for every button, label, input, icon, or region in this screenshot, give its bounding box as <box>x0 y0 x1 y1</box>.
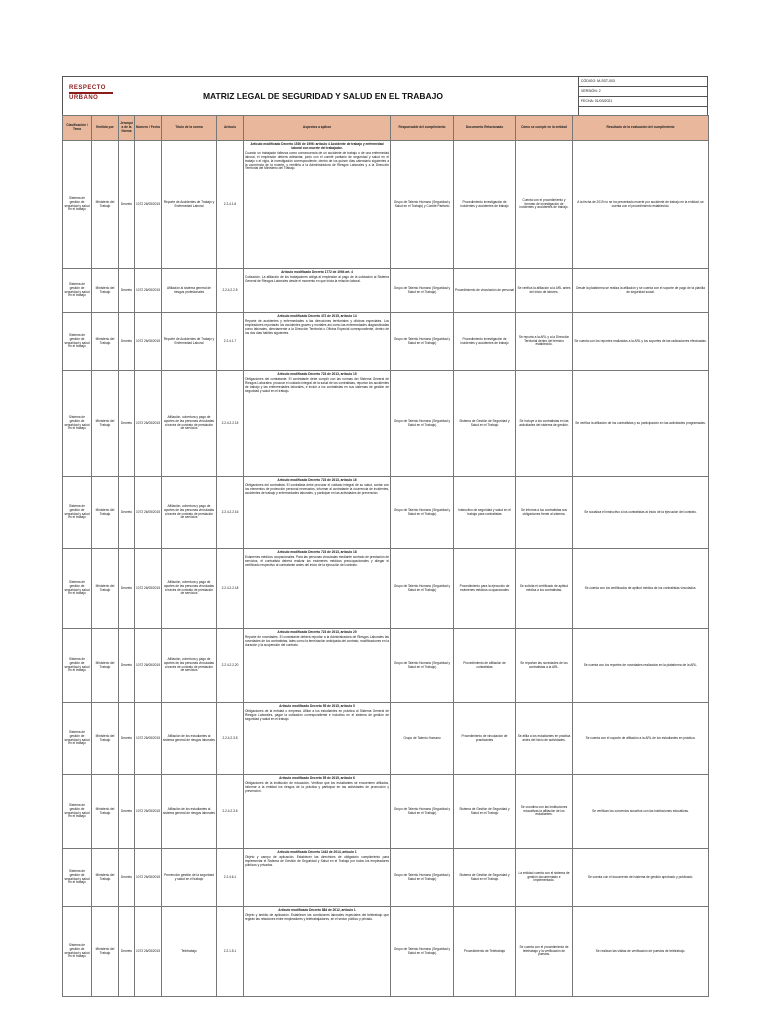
aspect-title: Artículo modificado Decreto 884 de 2012, artículo 1 <box>278 908 356 912</box>
cell-article: 2.2.4.2.2.5 <box>217 269 244 313</box>
cell-compliance: Se solicita el certificado de aptitud médica a los contratistas. <box>516 549 573 629</box>
cell-number: 1072 26/05/2015 <box>135 269 162 313</box>
aspect-text: Objeto y ámbito de aplicación. Establecer las condiciones laborales especiales del teletrabajo que regirán las relaciones entre empleadores y teletrabajadores, en el sector público y privado. <box>245 912 389 921</box>
cell-issuer: Ministerio del Trabajo <box>92 549 119 629</box>
cell-article: 2.2.4.2.2.16 <box>217 477 244 549</box>
cell-issuer: Ministerio del Trabajo <box>92 775 119 849</box>
aspect-text: Reporte de novedades. El contratante deberá reportar a la Administradora de Riesgos Laborales las novedades de los contratistas, tales como la terminación anticipada del contrato, modificaciones en la duración y la suspensión del contrato. <box>245 634 389 647</box>
table-body <box>63 141 709 997</box>
table-row <box>63 907 709 997</box>
cell-document: Procedimiento de vinculación de personal <box>454 269 516 313</box>
aspect-text: Reporte de accidentes y enfermedades a las direcciones territoriales y oficinas especiales. Los empleadores reportarán los accidentes graves y mortales así como las enfermedades diagnosticadas como laborales, directamente a la Dirección Territorial u Oficina Especial correspondiente, dentro de los dos días hábiles siguientes. <box>245 318 389 335</box>
cell-result: Se cuenta con los certificados de aptitud médica de los contratistas vinculados. <box>573 549 709 629</box>
cell-issuer: Ministerio del Trabajo <box>92 269 119 313</box>
cell-responsible: Grupo de Talento Humano (Seguridad y Salud en el Trabajo) y Comité Paritario <box>391 141 454 269</box>
cell-compliance: Cuenta con el procedimiento y formato de investigación de incidentes y accidentes de trabajo. <box>516 141 573 269</box>
cell-aspect <box>244 141 391 269</box>
cell-theme: Sistema de gestión de seguridad y salud en el trabajo <box>63 371 92 477</box>
cell-theme: Sistema de gestión de seguridad y salud en el trabajo <box>63 849 92 907</box>
aspect-title: Artículo modificado Decreto 1530 de 1996: artículo 4 Accidente de trabajo y enfermedad laboral con muerte del trabajador. <box>250 142 384 150</box>
doc-meta-empty <box>579 107 707 116</box>
cell-number: 1072 26/05/2015 <box>135 371 162 477</box>
cell-compliance: La entidad cuenta con el sistema de gestión documentado e implementado. <box>516 849 573 907</box>
cell-level: Decreto <box>119 371 135 477</box>
cell-title: Afiliación, cobertura y pago de aportes de las personas vinculadas a través de contrato de prestación de servicios <box>162 629 217 703</box>
cell-aspect <box>244 313 391 371</box>
cell-issuer: Ministerio del Trabajo <box>92 849 119 907</box>
doc-date: FECHA: 01/03/2021 <box>579 97 707 107</box>
cell-article: 2.2.4.1.7 <box>217 313 244 371</box>
cell-responsible: Grupo de Talento Humano (Seguridad y Salud en el Trabajo) <box>391 371 454 477</box>
table-row <box>63 371 709 477</box>
cell-issuer: Ministerio del Trabajo <box>92 907 119 997</box>
page-title: MATRIZ LEGAL DE SEGURIDAD Y SALUD EN EL TRABAJO <box>202 91 444 101</box>
cell-compliance: Se informa a los contratistas sus obligaciones frente al sistema. <box>516 477 573 549</box>
matrix-sheet <box>62 76 708 997</box>
column-header: Cómo se cumple en la entidad <box>516 116 573 141</box>
cell-theme: Sistema de gestión de seguridad y salud en el trabajo <box>63 313 92 371</box>
aspect-text: Obligaciones del contratante. El contratante debe cumplir con las normas del Sistema General de Riesgos Laborales: procurar el cuidado integral de la salud de los contratistas, reportar los accidentes de trabajo y las enfermedades laborales, e incluir a los contratistas en sus sistemas de gestión de seguridad y salud en el trabajo. <box>245 376 389 393</box>
company-logo <box>65 79 120 113</box>
aspect-title: Artículo modificado Decreto 55 de 2015, artículo 6 <box>279 776 355 780</box>
cell-responsible: Grupo de Talento Humano (Seguridad y Salud en el Trabajo) <box>391 775 454 849</box>
aspect-text: Obligaciones de la entidad o empresa. Afiliar a los estudiantes en práctica al Sistema General de Riesgos Laborales, pagar la cotización correspondiente e incluirlos en el sistema de gestión de seguridad y salud en el trabajo. <box>245 708 389 721</box>
column-header: Clasificación / Tema <box>63 116 92 141</box>
doc-version: VERSIÓN: 2 <box>579 87 707 97</box>
column-header: Documento Relacionado <box>454 116 516 141</box>
table-row <box>63 141 709 269</box>
table-row <box>63 775 709 849</box>
cell-level: Decreto <box>119 703 135 775</box>
document-meta <box>578 77 707 115</box>
cell-aspect <box>244 477 391 549</box>
cell-number: 1072 26/05/2015 <box>135 313 162 371</box>
cell-responsible: Grupo de Talento Humano (Seguridad y Salud en el Trabajo) <box>391 477 454 549</box>
cell-theme: Sistema de gestión de seguridad y salud en el trabajo <box>63 703 92 775</box>
cell-responsible: Grupo de Talento Humano <box>391 703 454 775</box>
cell-article: 2.2.4.2.2.20 <box>217 629 244 703</box>
cell-theme: Sistema de gestión de seguridad y salud en el trabajo <box>63 141 92 269</box>
cell-responsible: Grupo de Talento Humano (Seguridad y Salud en el Trabajo) <box>391 269 454 313</box>
cell-article: 2.2.4.2.2.15 <box>217 371 244 477</box>
table-row <box>63 477 709 549</box>
cell-responsible: Grupo de Talento Humano (Seguridad y Salud en el Trabajo) <box>391 849 454 907</box>
cell-aspect <box>244 629 391 703</box>
cell-aspect <box>244 775 391 849</box>
cell-result: Se cuenta con los reportes de novedades realizados en la plataforma de la ARL. <box>573 629 709 703</box>
cell-level: Decreto <box>119 907 135 997</box>
cell-result: Se socializa el instructivo a los contratistas al inicio de la ejecución del contrato. <box>573 477 709 549</box>
aspect-text: Cotización. La afiliación de los trabajadores obliga al empleador al pago de la cotización al Sistema General de Riesgos Laborales desde el momento en que inicia la relación laboral. <box>245 274 389 283</box>
cell-aspect <box>244 269 391 313</box>
aspect-text: Objeto y campo de aplicación. Establecer las directrices de obligatorio cumplimiento para implementar el Sistema de Gestión de Seguridad y Salud en el Trabajo por todos los empleadores públicos y privados. <box>245 854 389 867</box>
column-header: Resultado de la evaluación del cumplimiento <box>573 116 709 141</box>
cell-theme: Sistema de gestión de seguridad y salud en el trabajo <box>63 269 92 313</box>
cell-document: Instructivo de seguridad y salud en el trabajo para contratistas <box>454 477 516 549</box>
cell-document: Sistema de Gestión de Seguridad y Salud en el Trabajo <box>454 775 516 849</box>
legal-matrix-table <box>62 115 709 997</box>
column-header: Responsable del cumplimiento <box>391 116 454 141</box>
cell-article: 2.2.1.5.1 <box>217 907 244 997</box>
column-header: Título de la norma <box>162 116 217 141</box>
cell-compliance: Se afilia a los estudiantes en práctica antes del inicio de actividades. <box>516 703 573 775</box>
aspect-title: Artículo modificado Decreto 55 de 2015, artículo 5 <box>279 704 355 708</box>
cell-level: Decreto <box>119 269 135 313</box>
table-row <box>63 313 709 371</box>
cell-document: Procedimiento para la ejecución de exámenes médicos ocupacionales <box>454 549 516 629</box>
cell-number: 1072 26/05/2015 <box>135 849 162 907</box>
aspect-title: Artículo modificado Decreto 1772 de 1994 art. 4 <box>281 270 353 274</box>
aspect-title: Artículo modificado Decreto 472 de 2015, artículo 14 <box>277 314 357 318</box>
logo-text-2: URBANO <box>69 95 99 101</box>
cell-issuer: Ministerio del Trabajo <box>92 313 119 371</box>
cell-compliance: Se reporta a la ARL y a la Dirección Territorial dentro del término establecido. <box>516 313 573 371</box>
logo-text-1: RESPECTO <box>69 85 106 91</box>
cell-issuer: Ministerio del Trabajo <box>92 629 119 703</box>
table-row <box>63 629 709 703</box>
cell-article: 2.2.4.2.3.5 <box>217 703 244 775</box>
cell-issuer: Ministerio del Trabajo <box>92 703 119 775</box>
cell-theme: Sistema de gestión de seguridad y salud en el trabajo <box>63 775 92 849</box>
cell-result: A la fecha de 2019 no se ha presentado muerte por accidente de trabajo en la entidad; se cuenta con el procedimiento establecido. <box>573 141 709 269</box>
column-header: Artículo <box>217 116 244 141</box>
cell-aspect <box>244 849 391 907</box>
cell-document: Procedimiento de Teletrabajo <box>454 907 516 997</box>
cell-level: Decreto <box>119 477 135 549</box>
cell-aspect <box>244 371 391 477</box>
cell-document: Procedimiento investigación de incidentes y accidentes de trabajo <box>454 141 516 269</box>
cell-theme: Sistema de gestión de seguridad y salud en el trabajo <box>63 629 92 703</box>
cell-title: Afiliación, cobertura y pago de aportes de las personas vinculadas a través de contrato de prestación de servicios <box>162 477 217 549</box>
cell-issuer: Ministerio del Trabajo <box>92 141 119 269</box>
cell-responsible: Grupo de Talento Humano (Seguridad y Salud en el Trabajo) <box>391 629 454 703</box>
table-row <box>63 849 709 907</box>
cell-title: Afiliación de los estudiantes al sistema general de riesgos laborales <box>162 703 217 775</box>
cell-responsible: Grupo de Talento Humano (Seguridad y Salud en el Trabajo) <box>391 907 454 997</box>
cell-title: Prevención gestión de la seguridad y salud en el trabajo <box>162 849 217 907</box>
cell-compliance: Se incluye a los contratistas en las actividades del sistema de gestión. <box>516 371 573 477</box>
cell-compliance: Se coordina con las instituciones educativas la afiliación de los estudiantes. <box>516 775 573 849</box>
cell-result: Se verifican los convenios suscritos con las instituciones educativas. <box>573 775 709 849</box>
column-header: Emitida por <box>92 116 119 141</box>
cell-result: Se cuenta con el documento del sistema de gestión aprobado y publicado. <box>573 849 709 907</box>
cell-article: 2.2.4.6.1 <box>217 849 244 907</box>
aspect-text: Exámenes médicos ocupacionales. Para las personas vinculadas mediante contrato de prestación de servicios, el contratista deberá realizar los exámenes médicos preocupacionales y allegar el certificado respectivo al contratante antes del inicio de la ejecución del contrato. <box>245 554 389 567</box>
cell-level: Decreto <box>119 313 135 371</box>
cell-responsible: Grupo de Talento Humano (Seguridad y Salud en el Trabajo) <box>391 549 454 629</box>
aspect-title: Artículo modificado Decreto 723 de 2013, artículo 18 <box>277 550 357 554</box>
column-header: Aspectos a aplicar <box>244 116 391 141</box>
aspect-title: Artículo modificado Decreto 723 de 2013, artículo 16 <box>277 478 357 482</box>
cell-title: Teletrabajo <box>162 907 217 997</box>
aspect-title: Artículo modificado Decreto 723 de 2013, artículo 20 <box>277 630 357 634</box>
cell-theme: Sistema de gestión de seguridad y salud en el trabajo <box>63 477 92 549</box>
cell-issuer: Ministerio del Trabajo <box>92 371 119 477</box>
cell-document: Procedimiento investigación de incidentes y accidentes de trabajo <box>454 313 516 371</box>
cell-level: Decreto <box>119 849 135 907</box>
cell-title: Reporte de Accidentes de Trabajo y Enfermedad Laboral <box>162 141 217 269</box>
cell-title: Afiliación, cobertura y pago de aportes de las personas vinculadas a través de contrato de prestación de servicios <box>162 549 217 629</box>
aspect-title: Artículo modificado Decreto 1443 de 2014, artículo 1 <box>277 850 357 854</box>
cell-level: Decreto <box>119 141 135 269</box>
aspect-text: Cuando un trabajador fallezca como consecuencia de un accidente de trabajo o de una enfermedad laboral, el empleador deberá adelantar, junto con el comité paritario de seguridad y salud en el trabajo o el vigía, la investigación correspondiente, dentro de los quince días calendario siguientes a la ocurrencia de la muerte, y remitirla a la Administradora de Riesgos Laborales y a la Dirección Territorial del Ministerio del Trabajo. <box>245 150 389 171</box>
cell-compliance: Se cuenta con el procedimiento de teletrabajo y la verificación de puestos. <box>516 907 573 997</box>
cell-number: 1072 26/05/2015 <box>135 477 162 549</box>
cell-aspect <box>244 549 391 629</box>
table-row <box>63 703 709 775</box>
cell-article: 2.2.4.2.3.6 <box>217 775 244 849</box>
column-header: Jerarquía de la Norma <box>119 116 135 141</box>
cell-number: 1072 26/05/2015 <box>135 907 162 997</box>
cell-document: Sistema de Gestión de Seguridad y Salud en el Trabajo <box>454 849 516 907</box>
logo-bar <box>69 92 113 94</box>
cell-aspect <box>244 703 391 775</box>
table-row <box>63 549 709 629</box>
cell-compliance: Se verifica la afiliación a la ARL antes del inicio de labores. <box>516 269 573 313</box>
cell-level: Decreto <box>119 629 135 703</box>
table-header-row <box>63 116 709 141</box>
aspect-text: Obligaciones del contratista. El contratista debe procurar el cuidado integral de su salud, contar con los elementos de protección personal necesarios, informar al contratante la ocurrencia de incidentes, accidentes de trabajo y enfermedades laborales, y participar en las actividades de prevención. <box>245 482 389 495</box>
column-header: Número / Fecha <box>135 116 162 141</box>
cell-compliance: Se reportan las novedades de los contratistas a la ARL. <box>516 629 573 703</box>
aspect-title: Artículo modificado Decreto 723 de 2013, artículo 15 <box>277 372 357 376</box>
cell-result: Se realizan las visitas de verificación de puestos de teletrabajo. <box>573 907 709 997</box>
cell-aspect <box>244 907 391 997</box>
cell-result: Se verifica la afiliación de los contratistas y su participación en las actividades programadas. <box>573 371 709 477</box>
cell-number: 1072 26/05/2015 <box>135 141 162 269</box>
cell-issuer: Ministerio del Trabajo <box>92 477 119 549</box>
cell-number: 1072 26/05/2015 <box>135 703 162 775</box>
cell-article: 2.2.4.1.6 <box>217 141 244 269</box>
cell-document: Procedimiento de afiliación de contratistas <box>454 629 516 703</box>
cell-result: Se cuenta con el soporte de afiliación a la ARL de los estudiantes en práctica. <box>573 703 709 775</box>
cell-theme: Sistema de gestión de seguridad y salud en el trabajo <box>63 549 92 629</box>
cell-title: Afiliación de los estudiantes al sistema general de riesgos laborales <box>162 775 217 849</box>
cell-result: Se cuenta con los reportes realizados a la ARL y los soportes de las radicaciones efectuadas. <box>573 313 709 371</box>
cell-theme: Sistema de gestión de seguridad y salud en el trabajo <box>63 907 92 997</box>
table-row <box>63 269 709 313</box>
cell-title: Afiliación al sistema general de riesgos profesionales <box>162 269 217 313</box>
cell-document: Procedimiento de vinculación de practicantes <box>454 703 516 775</box>
cell-number: 1072 26/05/2015 <box>135 629 162 703</box>
cell-article: 2.2.4.2.2.18 <box>217 549 244 629</box>
document-header <box>62 76 708 115</box>
cell-level: Decreto <box>119 549 135 629</box>
cell-level: Decreto <box>119 775 135 849</box>
aspect-text: Obligaciones de la institución de educación. Verificar que los estudiantes se encuentren afiliados, informar a la entidad los riesgos de la práctica y participar en las actividades de promoción y prevención. <box>245 780 389 793</box>
cell-title: Afiliación, cobertura y pago de aportes de las personas vinculadas a través de contrato de prestación de servicios <box>162 371 217 477</box>
doc-code: CÓDIGO: M-SST-003 <box>579 77 707 87</box>
cell-responsible: Grupo de Talento Humano (Seguridad y Salud en el Trabajo) <box>391 313 454 371</box>
cell-document: Sistema de Gestión de Seguridad y Salud en el Trabajo <box>454 371 516 477</box>
cell-number: 1072 26/05/2015 <box>135 775 162 849</box>
cell-result: Desde la plataforma se realiza la afiliación y se cuenta con el soporte de pago de la planilla de seguridad social. <box>573 269 709 313</box>
cell-title: Reporte de Accidentes de Trabajo y Enfermedad Laboral <box>162 313 217 371</box>
cell-number: 1072 26/05/2015 <box>135 549 162 629</box>
